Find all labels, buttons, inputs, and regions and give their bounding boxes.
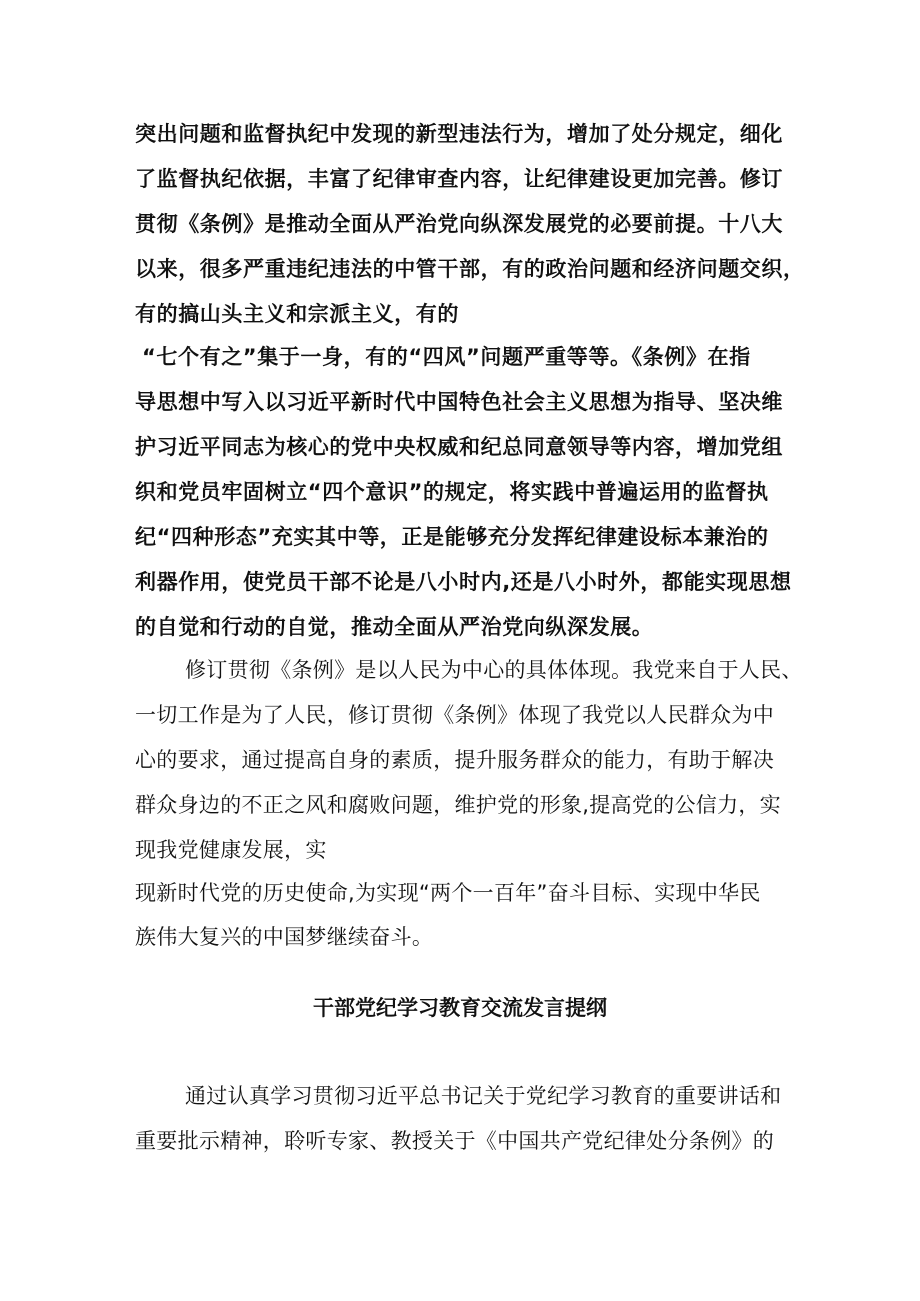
paragraph-line: 纪“四种形态”充实其中等，正是能够充分发挥纪律建设标本兼治的 xyxy=(135,525,769,549)
paragraph-line: 修订贯彻《条例》是以人民为中心的具体体现。我党来自于人民、 xyxy=(185,658,803,682)
paragraph-line: 利器作用，使党员干部不论是八小时内,还是八小时外，都能实现思想 xyxy=(135,570,792,594)
paragraph-line: 贯彻《条例》是推动全面从严治党向纵深发展党的必要前提。十八大 xyxy=(135,212,783,236)
paragraph-line: 了监督执纪依据，丰富了纪律审查内容，让纪律建设更加完善。修订 xyxy=(135,167,783,191)
paragraph-line: 现新时代党的历史使命,为实现“两个一百年”奋斗目标、实现中华民 xyxy=(135,881,761,905)
paragraph-line: 织和党员牢固树立“四个意识”的规定，将实践中普遍运用的监督执 xyxy=(135,480,769,504)
paragraph-line: 族伟大复兴的中国梦继续奋斗。 xyxy=(135,925,434,949)
paragraph-line: 突出问题和监督执纪中发现的新型违法行为，增加了处分规定，细化 xyxy=(135,122,783,146)
section-heading: 干部党纪学习教育交流发言提纲 xyxy=(313,996,607,1020)
paragraph-line: 重要批示精神，聆听专家、教授关于《中国共产党纪律处分条例》的 xyxy=(135,1129,774,1153)
paragraph-line: 护习近平同志为核心的党中央权威和纪总同意领导等内容，增加党组 xyxy=(135,435,783,459)
paragraph-line: 现我党健康发展，实 xyxy=(135,838,327,862)
paragraph-line: 的自觉和行动的自觉，推动全面从严治党向纵深发展。 xyxy=(135,615,654,639)
paragraph-line: 通过认真学习贯彻习近平总书记关于党纪学习教育的重要讲话和 xyxy=(185,1084,782,1108)
paragraph-line: 心的要求，通过提高自身的素质，提升服务群众的能力，有助于解决 xyxy=(135,748,774,772)
paragraph-line: 一切工作是为了人民，修订贯彻《条例》体现了我党以人民群众为中 xyxy=(135,703,774,727)
paragraph-line: 有的搞山头主义和宗派主义，有的 xyxy=(135,302,459,326)
paragraph-line: “七个有之”集于一身，有的“四风”问题严重等等。《条例》在指 xyxy=(142,345,751,369)
paragraph-line: 导思想中写入以习近平新时代中国特色社会主义思想为指导、坚决维 xyxy=(135,390,783,414)
paragraph-line: 群众身边的不正之风和腐败问题，维护党的形象,提高党的公信力，实 xyxy=(135,793,781,817)
paragraph-line: 以来，很多严重违纪违法的中管干部，有的政治问题和经济问题交织， xyxy=(135,257,805,281)
